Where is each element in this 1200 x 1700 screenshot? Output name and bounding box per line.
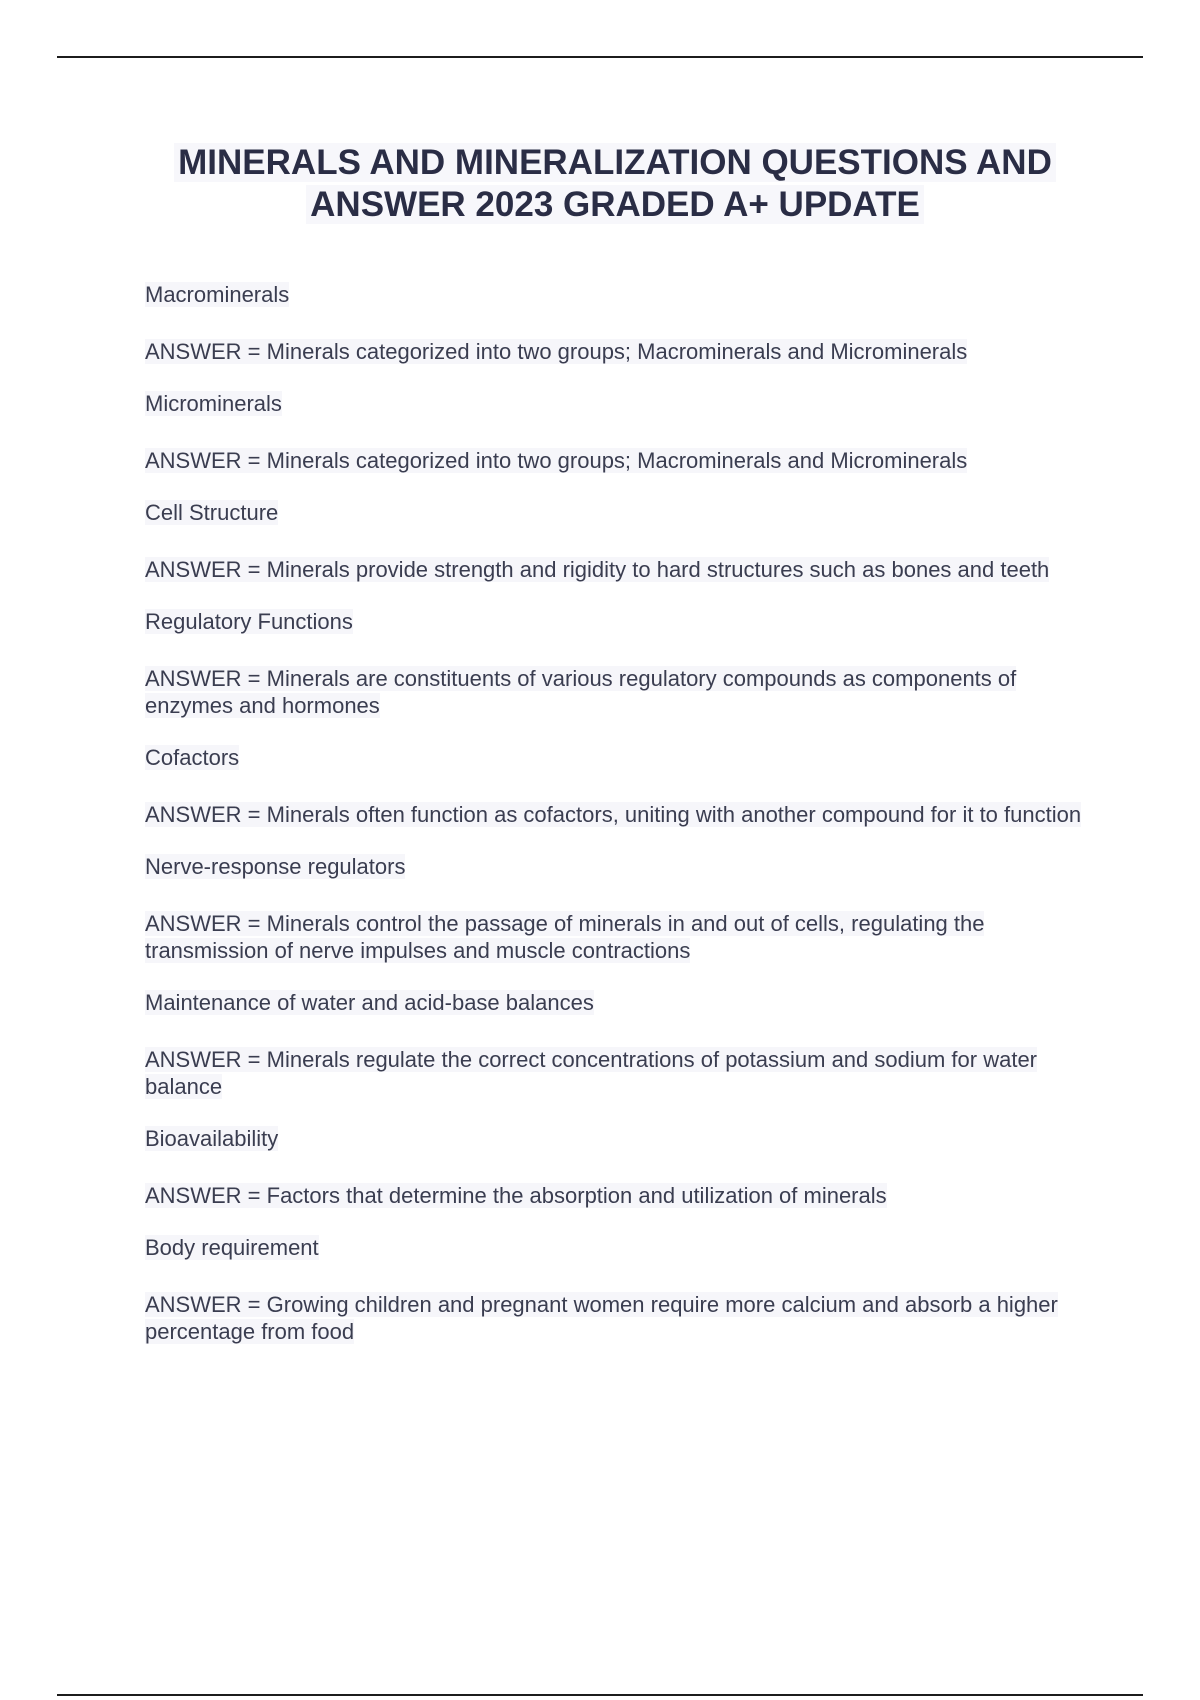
document-title [60, 142, 1170, 226]
qa-list [145, 282, 1095, 1371]
question-text: Cofactors [145, 745, 240, 770]
question-text: Body requirement [145, 1235, 319, 1260]
question-text: Microminerals [145, 391, 282, 416]
answer-text: ANSWER = Minerals regulate the correct concentrations of potassium and sodium for water balance [145, 1047, 1038, 1099]
question-text: Nerve-response regulators [145, 854, 406, 879]
answer-text: ANSWER = Growing children and pregnant women require more calcium and absorb a higher percentage from food [145, 1292, 1058, 1344]
question-text: Maintenance of water and acid-base balances [145, 990, 594, 1015]
answer-text: ANSWER = Minerals categorized into two groups; Macrominerals and Microminerals [145, 339, 968, 364]
question-text: Macrominerals [145, 282, 290, 307]
title-line-2: ANSWER 2023 GRADED A+ UPDATE [306, 185, 924, 224]
qa-item [145, 854, 1095, 964]
qa-item [145, 1235, 1095, 1345]
question-text: Regulatory Functions [145, 609, 353, 634]
question-text: Cell Structure [145, 500, 279, 525]
answer-text: ANSWER = Minerals categorized into two groups; Macrominerals and Microminerals [145, 448, 968, 473]
qa-item [145, 391, 1095, 474]
bottom-divider [57, 1694, 1143, 1696]
answer-text: ANSWER = Minerals provide strength and rigidity to hard structures such as bones and teeth [145, 557, 1050, 582]
answer-text: ANSWER = Minerals often function as cofactors, uniting with another compound for it to function [145, 802, 1082, 827]
answer-text: ANSWER = Minerals control the passage of minerals in and out of cells, regulating the transmission of nerve impulses and muscle contractions [145, 911, 985, 963]
qa-item [145, 500, 1095, 583]
answer-text: ANSWER = Minerals are constituents of various regulatory compounds as components of enzymes and hormones [145, 666, 1017, 718]
qa-item [145, 745, 1095, 828]
qa-item [145, 990, 1095, 1100]
question-text: Bioavailability [145, 1126, 279, 1151]
qa-item [145, 609, 1095, 719]
top-divider [57, 56, 1143, 58]
qa-item [145, 282, 1095, 365]
answer-text: ANSWER = Factors that determine the absorption and utilization of minerals [145, 1183, 887, 1208]
qa-item [145, 1126, 1095, 1209]
title-line-1: MINERALS AND MINERALIZATION QUESTIONS AND [174, 143, 1056, 182]
